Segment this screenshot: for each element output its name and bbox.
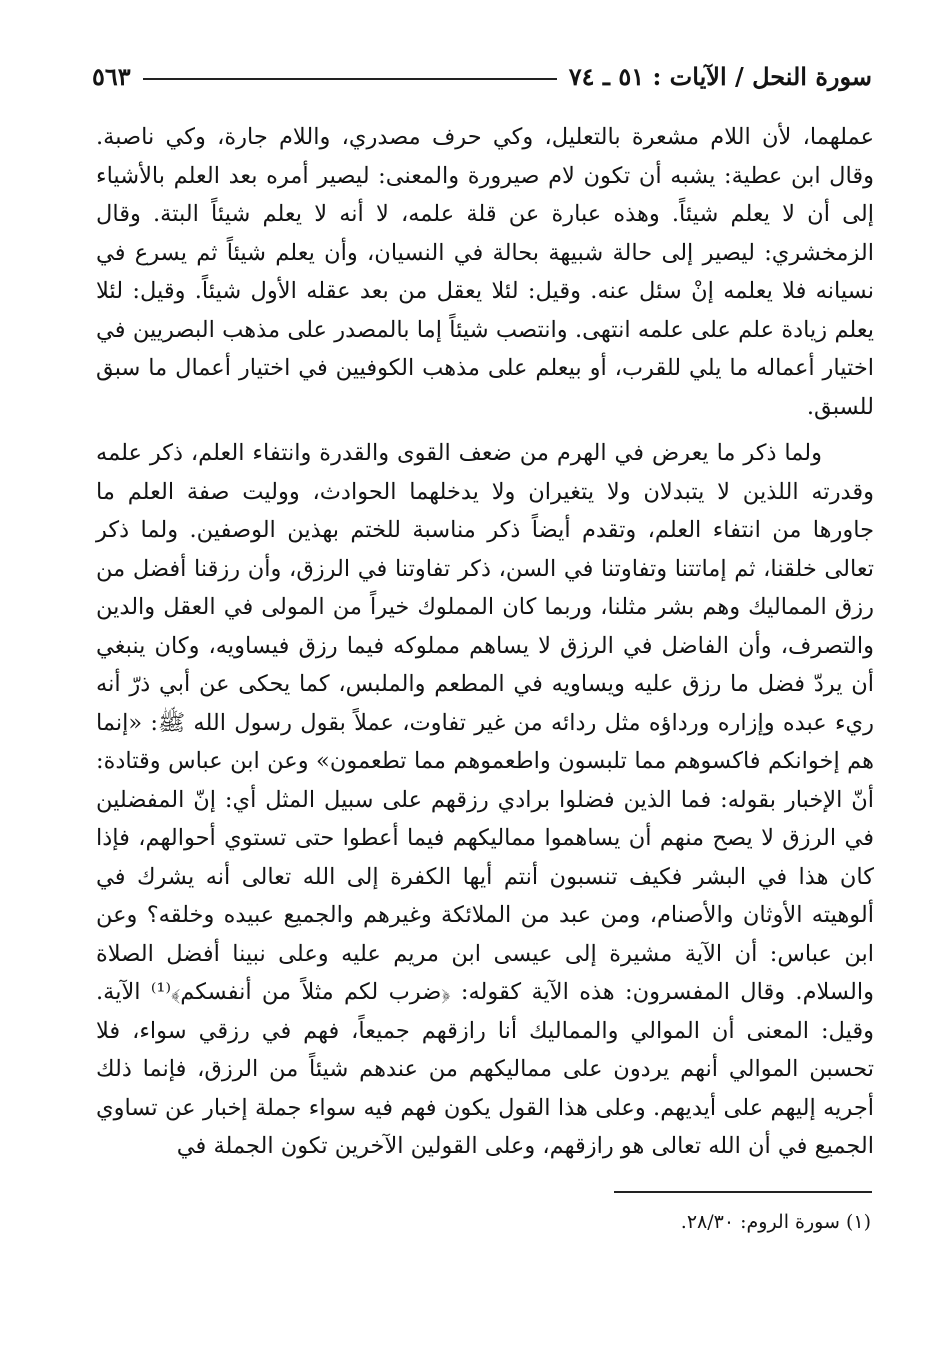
page-number: ٥٦٣: [92, 61, 131, 91]
paragraph-2: ولما ذكر ما يعرض في الهرم من ضعف القوى والقدرة وانتفاء العلم، ذكر علمه وقدرته اللذين لا يتبدلان ولا يتغيران ولا يدخلهما الحوادث، ووليت صفة العلم ما جاورها من انتفاء العلم، وتقدم أيضاً ذكر مناسبة للختم بهذين الوصفين. ولما ذكر تعالى خلقنا، ثم إماتتنا وتفاوتنا في السن، ذكر تفاوتنا في الرزق، وأن رزقنا أفضل من رزق المماليك وهم بشر مثلنا، وربما كان المملوك خيراً من المولى في العقل والدين والتصرف، وأن الفاضل في الرزق لا يساهم مملوكه فيما رزق فيساويه، وكان ينبغي أن يردّ فضل ما رزق عليه ويساويه في المطعم والملبس، كما يحكى عن أبي ذرّ أنه ريء عبده وإزاره ورداؤه مثل ردائه من غير تفاوت، عملاً بقول رسول الله ﷺ: «إنما هم إخوانكم فاكسوهم مما تلبسون واطعموهم مما تطعمون» وعن ابن عباس وقتادة: أنّ الإخبار بقوله: فما الذين فضلوا برادي رزقهم على سبيل المثل أي: إنّ المفضلين في الرزق لا يصح منهم أن يساهموا مماليكهم فيما أعطوا حتى تستوي أحوالهم، فإذا كان هذا في البشر فكيف تنسبون أنتم أيها الكفرة إلى الله تعالى أنه يشرك في ألوهيته الأوثان والأصنام، ومن عبد من الملائكة وغيرهم والجميع عبيده وخلقه؟ وعن ابن عباس: أن الآية مشيرة إلى عيسى ابن مريم عليه وعلى نبينا أفضل الصلاة والسلام. وقال المفسرون: هذه الآية كقوله: ﴿ضرب لكم مثلاً من أنفسكم﴾⁽¹⁾ الآية. وقيل: المعنى أن الموالي والمماليك أنا رازقهم جميعاً، فهم في رزقي سواء، فلا تحسبن الموالي أنهم يردون على مماليكهم من عندهم شيئاً من الرزق، فإنما ذلك أجريه إليهم على أيديهم. وعلى هذا القول يكون فهم فيه سواء جملة إخبار عن تساوي الجميع في أن الله تعالى هو رازقهم، وعلى القولين الآخرين تكون الجملة في: [96, 440, 874, 1159]
header-rule: [143, 78, 557, 80]
paragraph-1: عملهما، لأن اللام مشعرة بالتعليل، وكي حرف مصدري، واللام جارة، وكي ناصبة. وقال ابن عطية: يشبه أن تكون لام صيرورة والمعنى: ليصير أمره بعد العلم بالأشياء إلى أن لا يعلم شيئاً. وهذه عبارة عن قلة علمه، لا أنه لا يعلم شيئاً البتة. وقال الزمخشري: ليصير إلى حالة شبيهة بحالة في النسيان، وأن يعلم شيئاً ثم يسرع في نسيانه فلا يعلمه إنْ سئل عنه. وقيل: لئلا يعقل من بعد عقله الأول شيئاً. وقيل: لئلا يعلم زيادة علم على علمه انتهى. وانتصب شيئاً إما بالمصدر على مذهب البصريين في اختيار أعماله ما يلي للقرب، أو بيعلم على مذهب الكوفيين في اختيار أعمال ما سبق للسبق.: [96, 124, 874, 420]
body-section-1: [96, 118, 874, 426]
footnote-separator: [614, 1191, 872, 1193]
body-section-2: [96, 434, 874, 1166]
page-header: [92, 56, 872, 96]
footnote: (١) سورة الروم: ٢٨/٣٠.: [680, 1211, 871, 1233]
running-title: سورة النحل / الآيات : ٥١ ـ ٧٤: [568, 61, 872, 91]
